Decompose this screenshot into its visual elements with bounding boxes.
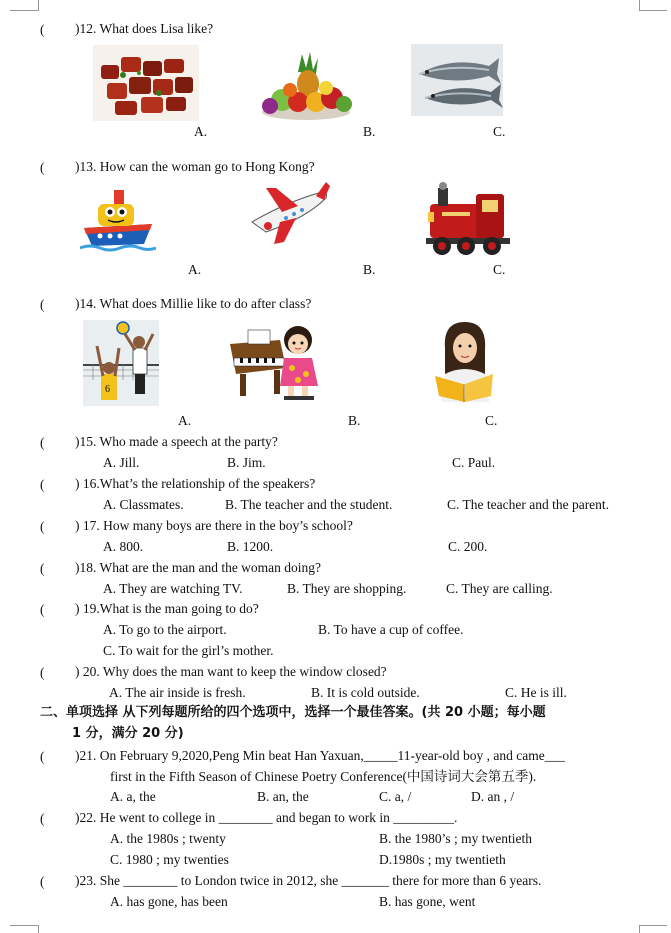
svg-text:6: 6 <box>105 384 110 395</box>
option-c[interactable]: C. 1980 ; my twenties <box>110 852 229 867</box>
answer-paren[interactable]: ( <box>40 874 45 889</box>
corner-mark-tr <box>639 10 667 11</box>
option-b-label[interactable]: B. <box>363 124 376 139</box>
option-b[interactable]: B. has gone, went <box>379 894 476 909</box>
question-text: )13. How can the woman go to Hong Kong? <box>75 159 315 174</box>
option-c[interactable]: C. a, / <box>379 789 412 804</box>
option-b[interactable]: B. To have a cup of coffee. <box>318 622 464 637</box>
option-b-label[interactable]: B. <box>348 413 361 428</box>
option-a-label[interactable]: A. <box>188 262 202 277</box>
option-c[interactable]: C. To wait for the girl’s mother. <box>103 643 274 658</box>
answer-paren[interactable]: ( <box>40 297 45 312</box>
question-text: )15. Who made a speech at the party? <box>75 434 278 449</box>
option-b[interactable]: B. the 1980’s ; my twentieth <box>379 831 532 846</box>
answer-paren[interactable]: ( <box>40 602 45 617</box>
option-c[interactable]: C. The teacher and the parent. <box>447 497 610 512</box>
corner-mark-tr-v <box>639 0 640 11</box>
question-text: ) 20. Why does the man want to keep the window closed? <box>75 664 387 679</box>
option-d[interactable]: D.1980s ; my twentieth <box>379 852 506 867</box>
corner-mark-tl <box>10 10 38 11</box>
question-text: )23. She ________ to London twice in 2012, she _______ there for more than 6 years. <box>75 873 542 888</box>
option-a[interactable]: A. Classmates. <box>103 497 184 512</box>
option-a[interactable]: A. They are watching TV. <box>103 581 243 596</box>
train-image <box>422 182 516 260</box>
answer-paren[interactable]: ( <box>40 160 45 175</box>
option-a[interactable]: A. To go to the airport. <box>103 622 227 637</box>
option-b-label[interactable]: B. <box>363 262 376 277</box>
section-2-score: 1 分，满分 20 分) <box>72 726 184 741</box>
option-a-label[interactable]: A. <box>178 413 192 428</box>
answer-paren[interactable]: ( <box>40 665 45 680</box>
option-c-label[interactable]: C. <box>493 262 506 277</box>
option-b[interactable]: B. The teacher and the student. <box>225 497 393 512</box>
answer-paren[interactable]: ( <box>40 477 45 492</box>
corner-mark-br-v <box>639 925 640 933</box>
corner-mark-bl-v <box>38 925 39 933</box>
option-c[interactable]: C. They are calling. <box>446 581 553 596</box>
answer-paren[interactable]: ( <box>40 811 45 826</box>
option-c[interactable]: C. Paul. <box>452 455 496 470</box>
answer-paren[interactable]: ( <box>40 435 45 450</box>
answer-paren[interactable]: ( <box>40 561 45 576</box>
fruit-bowl-image <box>258 52 354 122</box>
question-text: ) 17. How many boys are there in the boy’s school? <box>75 518 353 533</box>
question-text: )12. What does Lisa like? <box>75 21 214 36</box>
question-text: )21. On February 9,2020,Peng Min beat Han Yaxuan,_____11-year-old boy , and came___ <box>75 748 566 763</box>
corner-mark-tl-v <box>38 0 39 11</box>
option-d[interactable]: D. an , / <box>471 789 515 804</box>
ship-image <box>80 184 156 254</box>
option-b[interactable]: B. an, the <box>257 789 309 804</box>
question-text: )22. He went to college in ________ and began to work in _________. <box>75 810 458 825</box>
girl-reading-image <box>431 318 497 402</box>
option-a[interactable]: A. a, the <box>110 789 156 804</box>
question-text: )14. What does Millie like to do after class? <box>75 296 312 311</box>
airplane-image <box>246 182 330 248</box>
section-2-title: 二、单项选择 从下列每题所给的四个选项中，选择一个最佳答案。(共 20 小题；每小题 <box>40 705 546 720</box>
option-c[interactable]: C. 200. <box>448 539 488 554</box>
answer-paren[interactable]: ( <box>40 519 45 534</box>
answer-paren[interactable]: ( <box>40 749 45 764</box>
option-c-label[interactable]: C. <box>493 124 506 139</box>
volleyball-image <box>83 320 159 406</box>
option-a-label[interactable]: A. <box>194 124 208 139</box>
question-text: ) 16.What’s the relationship of the speakers? <box>75 476 316 491</box>
option-b[interactable]: B. It is cold outside. <box>311 685 420 700</box>
option-b[interactable]: B. 1200. <box>227 539 274 554</box>
option-a[interactable]: A. the 1980s ; twenty <box>110 831 226 846</box>
braised-pork-image <box>93 45 199 121</box>
girl-piano-image <box>226 318 326 402</box>
fish-image <box>411 44 503 116</box>
option-a[interactable]: A. 800. <box>103 539 144 554</box>
option-b[interactable]: B. They are shopping. <box>287 581 407 596</box>
option-a[interactable]: A. The air inside is fresh. <box>109 685 246 700</box>
corner-mark-bl <box>10 925 38 926</box>
option-a[interactable]: A. Jill. <box>103 455 140 470</box>
option-b[interactable]: B. Jim. <box>227 455 266 470</box>
question-text-cont: first in the Fifth Season of Chinese Poetry Conference(中国诗词大会第五季). <box>110 769 537 784</box>
corner-mark-br <box>639 925 667 926</box>
option-a[interactable]: A. has gone, has been <box>110 894 228 909</box>
question-text: )18. What are the man and the woman doing? <box>75 560 322 575</box>
answer-paren[interactable]: ( <box>40 22 45 37</box>
option-c-label[interactable]: C. <box>485 413 498 428</box>
question-text: ) 19.What is the man going to do? <box>75 601 259 616</box>
option-c[interactable]: C. He is ill. <box>505 685 567 700</box>
